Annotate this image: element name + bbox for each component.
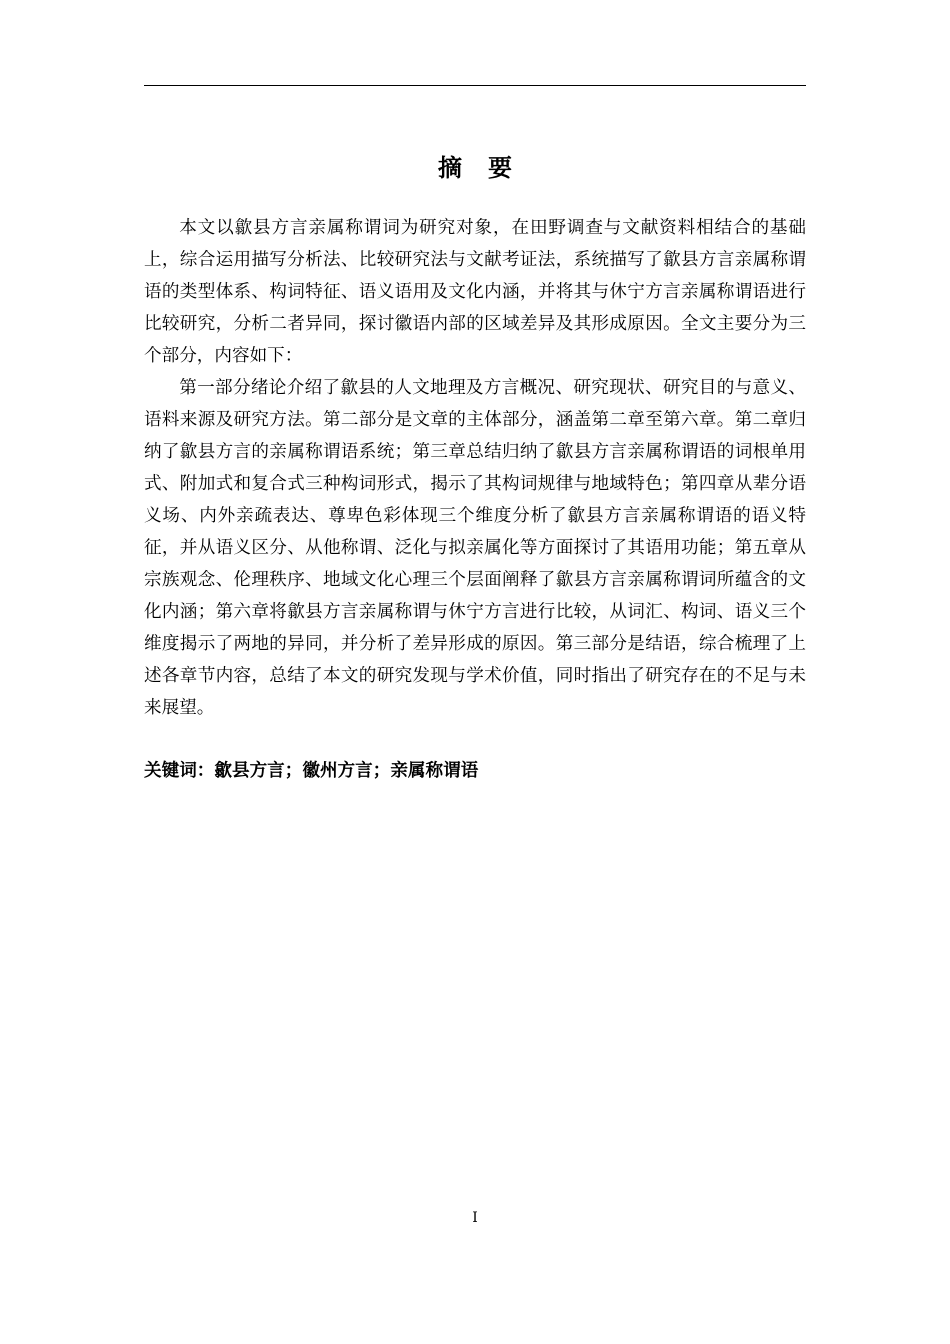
abstract-paragraph-1: 本文以歙县方言亲属称谓词为研究对象，在田野调查与文献资料相结合的基础上，综合运用描写分析法、比较研究法与文献考证法，系统描写了歙县方言亲属称谓语的类型体系、构词特征、语义语用及文化内涵，并将其与休宁方言亲属称谓语进行比较研究，分析二者异同，探讨徽语内部的区域差异及其形成原因。全文主要分为三个部分，内容如下： [144, 218, 806, 366]
abstract-paragraph-2: 第一部分绪论介绍了歙县的人文地理及方言概况、研究现状、研究目的与意义、语料来源及研究方法。第二部分是文章的主体部分，涵盖第二章至第六章。第二章归纳了歙县方言的亲属称谓语系统；第三章总结归纳了歙县方言亲属称谓语的词根单用式、附加式和复合式三种构词形式，揭示了其构词规律与地域特色；第四章从辈分语义场、内外亲疏表达、尊卑色彩体现三个维度分析了歙县方言亲属称谓语的语义特征，并从语义区分、从他称谓、泛化与拟亲属化等方面探讨了其语用功能；第五章从宗族观念、伦理秩序、地域文化心理三个层面阐释了歙县方言亲属称谓词所蕴含的文化内涵；第六章将歙县方言亲属称谓与休宁方言进行比较，从词汇、构词、语义三个维度揭示了两地的异同，并分析了差异形成的原因。第三部分是结语，综合梳理了上述各章节内容，总结了本文的研究发现与学术价值，同时指出了研究存在的不足与未来展望。 [144, 378, 806, 718]
keywords-line: 关键词：歙县方言；徽州方言；亲属称谓语 [144, 761, 479, 781]
abstract-body [144, 212, 806, 724]
header-rule [144, 85, 806, 86]
abstract-title: 摘要 [438, 154, 538, 182]
page-number: I [472, 1210, 478, 1226]
